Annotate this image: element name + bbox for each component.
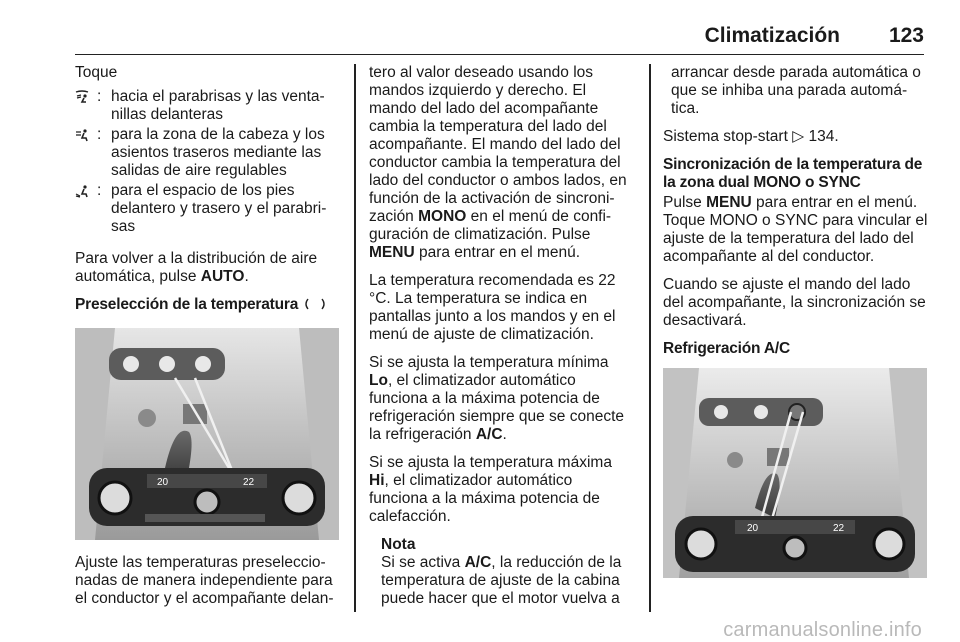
note-box xyxy=(381,536,635,608)
airflow-windshield-icon xyxy=(75,88,97,124)
column-divider xyxy=(354,64,356,612)
intro-text: Toque xyxy=(75,64,118,81)
auto-button-label: AUTO xyxy=(200,268,245,285)
auto-paragraph: Para volver a la distribución de aire automática, pulse AUTO. xyxy=(75,250,318,285)
section-heading: Sincronización de la temperatura de la zona dual MONO o SYNC xyxy=(663,156,923,191)
page-header xyxy=(75,24,924,55)
paragraph: tero al valor deseado usando los mandos izquierdo y derecho. El mando del lado del acompañante cambia la temperatura del lado del acompañante. El mando del lado del conductor cambia la temperatura del lado del conductor o ambos lados, en función de la activación de sincroni-zación MONO en el menú de confi-guración de climatización. Pulse MENU para entrar en el menú. xyxy=(369,64,627,261)
list-item-text: para el espacio de los pies delantero y trasero y el parabri-sas xyxy=(111,182,327,235)
photo-climate-panel xyxy=(75,328,339,540)
display-temp-right: 22 xyxy=(243,477,255,488)
photo-climate-panel-ac xyxy=(663,368,927,578)
note-text: Si se activa A/C, la reducción de la temperatura de ajuste de la cabina puede hacer que el motor vuelva a xyxy=(381,554,622,607)
page-ref-arrow-icon: ▷ xyxy=(792,128,809,145)
note-title: Nota xyxy=(381,536,416,553)
column-3 xyxy=(663,64,929,578)
list-item-text: para la zona de la cabeza y los asientos traseros mediante las salidas de aire regulables xyxy=(111,126,325,179)
page-title: Climatización xyxy=(704,24,840,47)
photo-caption: Ajuste las temperaturas preseleccio-nadas de manera independiente para el conductor y el acompañante delan- xyxy=(75,554,334,607)
section-heading: Refrigeración A/C xyxy=(663,340,790,357)
list-item-text: hacia el parabrisas y las venta-nillas delanteras xyxy=(111,88,325,123)
watermark: carmanualsonline.info xyxy=(723,619,922,641)
paragraph: Cuando se ajuste el mando del lado del acompañante, la sincronización se desactivará. xyxy=(663,276,926,329)
column-1 xyxy=(75,64,341,618)
display-temp-right: 22 xyxy=(833,523,845,534)
temperature-knob-icon xyxy=(302,296,328,313)
list-item: : hacia el parabrisas y las venta-nillas delanteras xyxy=(75,88,341,124)
paragraph: arrancar desde parada automática o que se inhiba una parada automá-tica. xyxy=(671,64,921,117)
paragraph: Si se ajusta la temperatura máxima Hi, el climatizador automático funciona a la máxima potencia de calefacción. xyxy=(369,454,612,525)
paragraph: Si se ajusta la temperatura mínima Lo, el climatizador automático funciona a la máxima potencia de refrigeración siempre que se conecte la refrigeración A/C. xyxy=(369,354,625,443)
paragraph: Pulse MENU para entrar en el menú. Toque MONO o SYNC para vincular el ajuste de la temperatura del lado del acompañante al del conductor. xyxy=(663,194,928,265)
airflow-head-icon xyxy=(75,126,97,180)
section-heading: Preselección de la temperatura xyxy=(75,296,341,314)
column-divider xyxy=(649,64,651,612)
display-temp-left: 20 xyxy=(157,477,169,488)
paragraph: La temperatura recomendada es 22 °C. La temperatura se indica en pantallas junto a los mandos y en el menú de ajuste de climatización. xyxy=(369,272,616,343)
list-item: : para el espacio de los pies delantero y trasero y el parabri-sas xyxy=(75,182,341,236)
paragraph: Sistema stop-start ▷ 134. xyxy=(663,128,839,145)
list-item: : para la zona de la cabeza y los asientos traseros mediante las salidas de aire regulables xyxy=(75,126,341,180)
display-temp-left: 20 xyxy=(747,523,759,534)
column-2 xyxy=(369,64,635,608)
airflow-feet-icon xyxy=(75,182,97,236)
page-number: 123 xyxy=(888,24,924,47)
